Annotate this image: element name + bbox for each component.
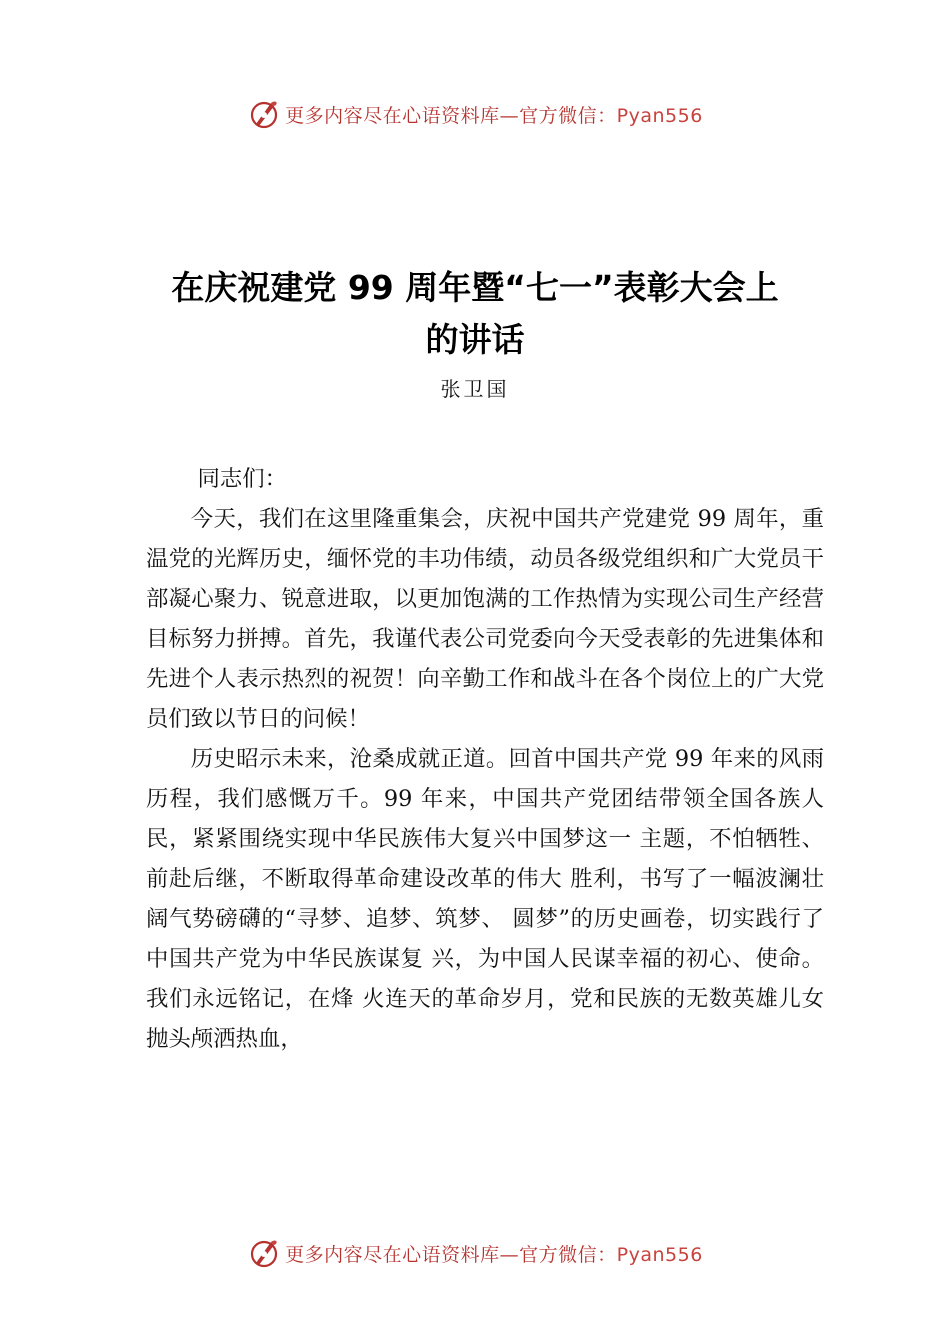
watermark-banner-bottom — [0, 1233, 950, 1273]
watermark-text: 更多内容尽在心语资料库—官方微信：Pyan556 — [285, 1243, 703, 1266]
paragraph-1: 今天，我们在这里隆重集会，庆祝中国共产党建党 99 周年，重温党的光辉历史，缅怀党的丰功伟绩，动员各级党组织和广大党员干部凝心聚力、锐意进取，以更加饱满的工作热情为实现公司生产经营目标努力拼搏。首先，我谨代表公司党委向今天受表彰的先进集体和先进个人表示热烈的祝贺！向辛勤工作和战斗在各个岗位上的广大党员们致以节日的问候！ — [146, 506, 824, 732]
watermark-banner-top — [0, 94, 950, 134]
author-name: 张卫国 — [440, 377, 510, 401]
quill-circle-icon — [247, 97, 281, 131]
wechat-id: Pyan556 — [616, 104, 703, 127]
title-line-2: 的讲话 — [425, 320, 525, 359]
document-body — [146, 459, 824, 1059]
title-line-1: 在庆祝建党 99 周年暨“七一”表彰大会上 — [171, 268, 779, 307]
quill-circle-icon — [247, 1236, 281, 1270]
greeting: 同志们： — [197, 466, 288, 492]
wechat-id: Pyan556 — [616, 1243, 703, 1266]
document-title — [120, 262, 830, 366]
watermark-text: 更多内容尽在心语资料库—官方微信：Pyan556 — [285, 104, 703, 127]
paragraph-2: 历史昭示未来，沧桑成就正道。回首中国共产党 99 年来的风雨历程，我们感慨万千。99 年来，中国共产党团结带领全国各族人民，紧紧围绕实现中华民族伟大复兴中国梦这一 主题，不怕牺牲、前赴后继，不断取得革命建设改革的伟大 胜利，书写了一幅波澜壮阔气势磅礴的“寻梦、追梦、筑梦、 圆梦”的历史画卷，切实践行了中国共产党为中华民族谋复 兴，为中国人民谋幸福的初心、使命。我们永远铭记，在烽 火连天的革命岁月，党和民族的无数英雄儿女抛头颅洒热血， — [146, 746, 824, 1052]
